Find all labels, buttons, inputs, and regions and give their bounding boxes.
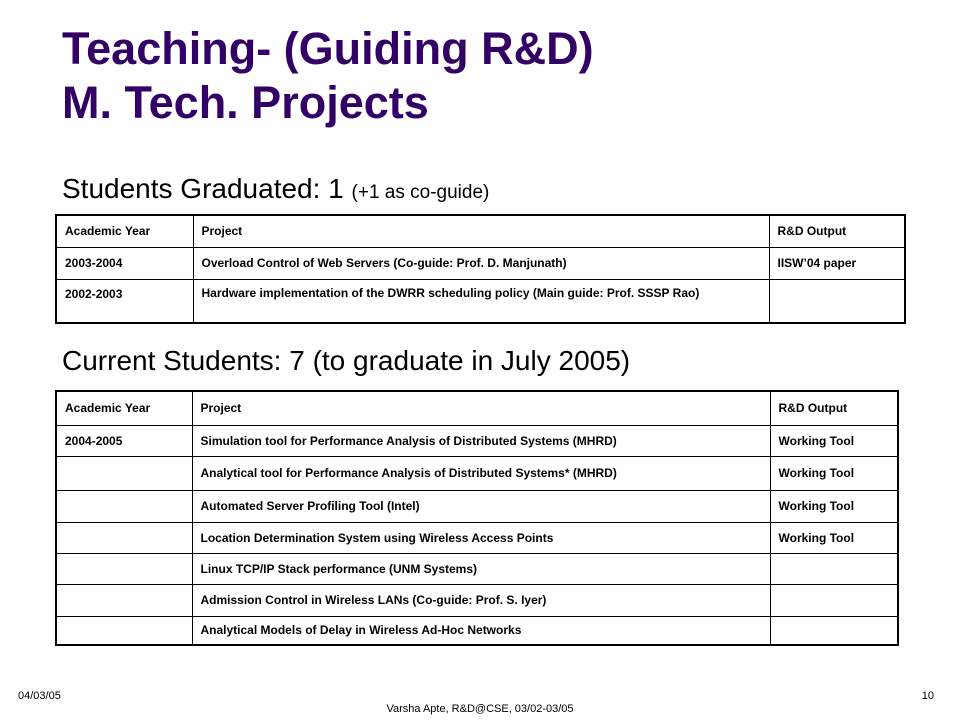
academic-year-cell (56, 584, 192, 616)
rd-output-cell: Working Tool (770, 456, 898, 490)
project-cell: Analytical tool for Performance Analysis of Distributed Systems* (MHRD) (192, 456, 770, 490)
page-number: 10 (921, 690, 934, 702)
table-row (56, 490, 898, 522)
academic-year-cell (56, 616, 192, 645)
rd-output-cell (770, 584, 898, 616)
academic-year-cell (56, 456, 192, 490)
rd-output-cell: Working Tool (770, 490, 898, 522)
graduated-heading-main: Students Graduated: 1 (62, 173, 352, 204)
project-cell: Hardware implementation of the DWRR scheduling policy (Main guide: Prof. SSSP Rao) (193, 279, 769, 323)
current-heading: Current Students: 7 (to graduate in July 2005) (62, 345, 631, 376)
column-header-project: Project (193, 215, 769, 247)
table-row (56, 616, 898, 645)
rd-output-cell (769, 279, 905, 323)
table-row (56, 247, 905, 279)
column-header-rd-output: R&D Output (770, 391, 898, 425)
table-row (56, 553, 898, 584)
project-cell: Overload Control of Web Servers (Co-guide: Prof. D. Manjunath) (193, 247, 769, 279)
graduated-table (55, 214, 906, 324)
footer-date: 04/03/05 (18, 690, 61, 702)
table-row (56, 425, 898, 456)
academic-year-cell: 2004-2005 (56, 425, 192, 456)
column-header-project: Project (192, 391, 770, 425)
academic-year-cell (56, 490, 192, 522)
slide-title-line-1: Teaching- (Guiding R&D) (62, 23, 594, 74)
academic-year-cell (56, 553, 192, 584)
table-row (56, 456, 898, 490)
project-cell: Location Determination System using Wireless Access Points (192, 522, 770, 553)
project-cell: Linux TCP/IP Stack performance (UNM Systems) (192, 553, 770, 584)
rd-output-cell: IISW’04 paper (769, 247, 905, 279)
project-cell: Automated Server Profiling Tool (Intel) (192, 490, 770, 522)
rd-output-cell: Working Tool (770, 522, 898, 553)
column-header-academic-year: Academic Year (56, 215, 193, 247)
table-row (56, 279, 905, 323)
table-row (56, 522, 898, 553)
slide-title (62, 22, 922, 130)
table-row (56, 584, 898, 616)
current-header-row (56, 391, 898, 425)
rd-output-cell (770, 616, 898, 645)
project-cell: Analytical Models of Delay in Wireless Ad-Hoc Networks (192, 616, 770, 645)
project-cell: Simulation tool for Performance Analysis of Distributed Systems (MHRD) (192, 425, 770, 456)
academic-year-cell: 2003-2004 (56, 247, 193, 279)
academic-year-cell: 2002-2003 (56, 279, 193, 323)
footer-credit: Varsha Apte, R&D@CSE, 03/02-03/05 (386, 703, 574, 715)
current-table (55, 390, 899, 646)
graduated-header-row (56, 215, 905, 247)
rd-output-cell (770, 553, 898, 584)
project-cell: Admission Control in Wireless LANs (Co-guide: Prof. S. Iyer) (192, 584, 770, 616)
academic-year-cell (56, 522, 192, 553)
graduated-heading (62, 172, 489, 210)
column-header-academic-year: Academic Year (56, 391, 192, 425)
rd-output-cell: Working Tool (770, 425, 898, 456)
slide-title-line-2: M. Tech. Projects (62, 77, 429, 128)
column-header-rd-output: R&D Output (769, 215, 905, 247)
graduated-heading-note: (+1 as co-guide) (351, 182, 490, 203)
